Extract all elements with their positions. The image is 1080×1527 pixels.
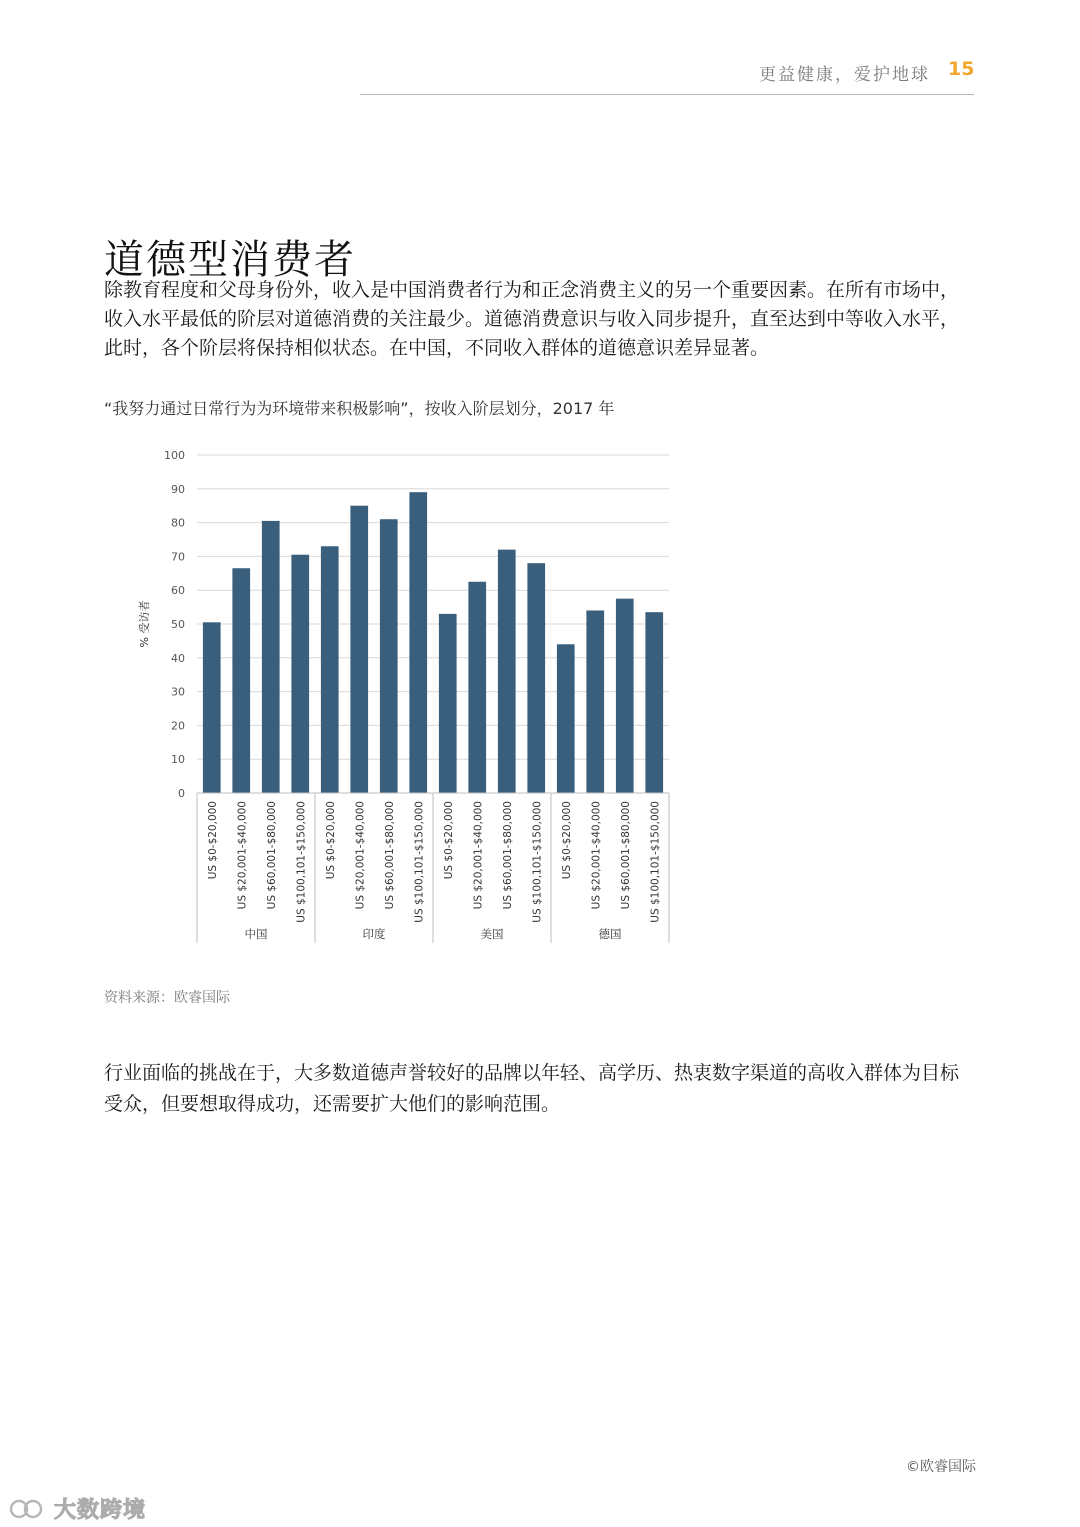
x-tick-label: US $100,101-$150,000 (295, 801, 308, 923)
bar (616, 599, 634, 793)
group-label: 德国 (598, 927, 622, 941)
y-tick-label: 30 (171, 685, 185, 699)
y-tick-label: 20 (171, 719, 185, 733)
bar (262, 521, 280, 793)
bar (527, 563, 545, 793)
bar (321, 546, 339, 793)
bar (498, 550, 516, 793)
x-tick-label: US $20,001-$40,000 (354, 801, 367, 910)
bar (203, 622, 221, 793)
x-tick-label: US $60,001-$80,000 (501, 801, 514, 910)
x-tick-label: US $0-$20,000 (560, 801, 573, 880)
x-tick-label: US $20,001-$40,000 (236, 801, 249, 910)
y-tick-label: 0 (178, 787, 185, 800)
group-label: 印度 (362, 927, 386, 941)
bar (557, 644, 575, 793)
y-tick-label: 90 (171, 482, 185, 496)
x-tick-label: US $100,101-$150,000 (531, 801, 544, 923)
watermark-logo-icon (8, 1497, 46, 1521)
x-tick-label: US $60,001-$80,000 (383, 801, 396, 910)
y-tick-label: 10 (171, 753, 185, 767)
page-number: 15 (948, 58, 975, 80)
bar (291, 555, 309, 793)
bar (409, 492, 427, 793)
y-tick-label: 40 (171, 651, 185, 665)
chart-caption: “我努力通过日常行为为环境带来积极影响”，按收入阶层划分，2017 年 (104, 399, 615, 418)
running-header-title: 更益健康，爱护地球 (759, 65, 930, 85)
y-tick-label: 70 (171, 550, 185, 564)
x-tick-label: US $0-$20,000 (206, 801, 219, 880)
y-tick-label: 50 (171, 618, 185, 631)
x-tick-label: US $20,001-$40,000 (590, 801, 603, 910)
copyright: ©欧睿国际 (906, 1459, 976, 1475)
x-tick-label: US $100,101-$150,000 (413, 801, 426, 923)
source-note: 资料来源：欧睿国际 (104, 990, 230, 1006)
chart-svg (120, 440, 690, 960)
x-tick-label: US $0-$20,000 (324, 801, 337, 880)
bar (350, 506, 368, 793)
y-tick-label: 80 (171, 516, 185, 530)
header-divider (360, 94, 974, 95)
group-label: 中国 (244, 927, 268, 941)
x-tick-label: US $60,001-$80,000 (265, 801, 278, 910)
group-label: 美国 (480, 927, 504, 941)
bar (380, 519, 398, 793)
bar (439, 614, 457, 793)
section-title: 道德型消费者 (104, 237, 356, 283)
income-bar-chart (120, 440, 690, 960)
bar (232, 568, 250, 793)
bar (468, 582, 486, 793)
x-tick-label: US $20,001-$40,000 (472, 801, 485, 910)
x-tick-label: US $100,101-$150,000 (649, 801, 662, 923)
watermark-text: 大数跨境 (54, 1498, 147, 1523)
intro-paragraph: 除教育程度和父母身份外，收入是中国消费者行为和正念消费主义的另一个重要因素。在所有市场中，收入水平最低的阶层对道德消费的关注最少。道德消费意识与收入同步提升，直至达到中等收入水平，此时，各个阶层将保持相似状态。在中国，不同收入群体的道德意识差异显著。 (104, 279, 960, 359)
y-tick-label: 60 (171, 584, 185, 598)
bar (586, 610, 604, 793)
closing-paragraph: 行业面临的挑战在于，大多数道德声誉较好的品牌以年轻、高学历、热衷数字渠道的高收入群体为目标受众，但要想取得成功，还需要扩大他们的影响范围。 (104, 1062, 960, 1115)
bar (645, 612, 663, 793)
x-tick-label: US $60,001-$80,000 (619, 801, 632, 910)
y-axis-label: % 受访者 (138, 600, 151, 648)
y-tick-label: 100 (164, 449, 185, 462)
x-tick-label: US $0-$20,000 (442, 801, 455, 880)
watermark (8, 1493, 146, 1524)
